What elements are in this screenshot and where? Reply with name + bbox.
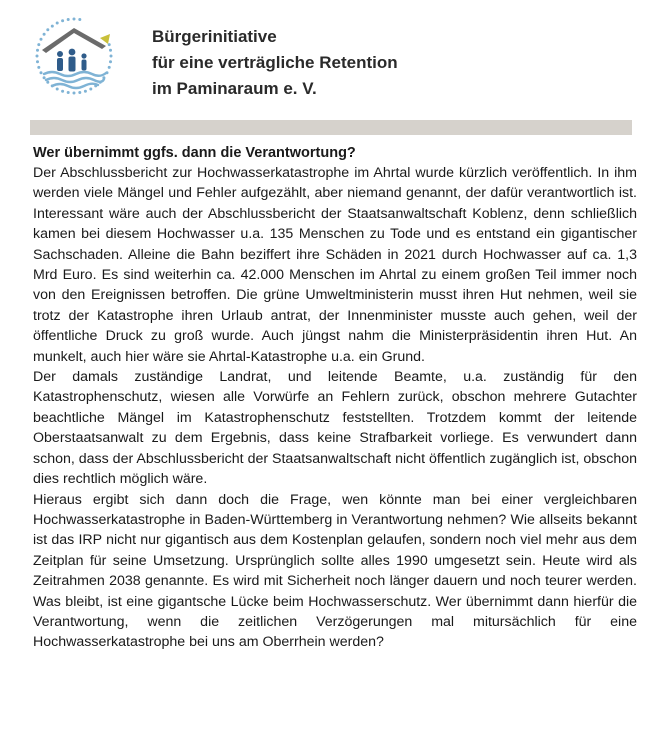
ring-dot [78, 91, 81, 94]
ring-dot [37, 43, 40, 46]
accent-mark [100, 34, 110, 44]
ring-dot [78, 18, 81, 21]
ring-dot [84, 90, 87, 93]
organization-name [152, 24, 398, 102]
header-divider-bar [30, 120, 632, 135]
ring-dot [67, 91, 70, 94]
ring-dot [37, 66, 40, 69]
ring-dot [109, 60, 112, 63]
ring-dot [46, 28, 49, 31]
ring-dot [73, 92, 76, 95]
roof-shape [42, 28, 106, 53]
ring-dot [40, 38, 43, 41]
ring-dot [61, 19, 64, 22]
ring-dot [108, 66, 111, 69]
article-paragraph: Hieraus ergibt sich dann doch die Frage, wen könnte man bei einer vergleichbaren Hochwasserkatastrophe in Baden-Württemberg in Verantwortung nehmen? Wie allseits bekannt ist das IRP nicht nur gigantisch aus dem Kostenplan gelaufen, sondern noch viel mehr aus dem Zeitplan für seine Umsetzung. Ursprünglich sollte alles 1990 umgesetzt sein. Heute wird als Zeitrahmen 2038 genannte. Es wird mit Sicherheit noch länger dauern und noch teurer werden. Was bleibt, ist eine gigantsche Lücke beim Hochwasserschutz. Wer übernimmt dann hierfür die Verantwortung, wenn die zeitlichen Verzögerungen mal mitursächlich für eine Hochwasserkatastrophe bei uns am Oberrhein werden? [33, 491, 637, 651]
article [33, 143, 637, 653]
ring-dot [73, 18, 76, 21]
org-name-line: im Paminaraum e. V. [152, 79, 317, 98]
org-name-line: Bürgerinitiative [152, 27, 277, 46]
article-heading: Wer übernimmt ggfs. dann die Verantwortung? [33, 145, 356, 161]
ring-dot [36, 55, 39, 58]
house-family-icon [30, 16, 120, 96]
ring-dot [43, 33, 46, 36]
ring-dot [43, 76, 46, 79]
organization-logo [30, 16, 120, 96]
org-name-line: für eine verträgliche Retention [152, 53, 398, 72]
ring-dot [40, 71, 43, 74]
ring-dot [109, 49, 112, 52]
ring-dot [36, 49, 39, 52]
ring-dot [110, 55, 113, 58]
ring-dot [67, 18, 70, 21]
ring-dot [46, 81, 49, 84]
ring-dot [51, 25, 54, 28]
article-paragraph: Der Abschlussbericht zur Hochwasserkatastrophe im Ahrtal wurde kürzlich veröffentlich. In ihm werden viele Mängel und Fehler aufgezählt, aber niemand genannt, der dafür verantwortlich ist. Interessant wäre auch der Abschlussbericht der Staatsanwaltschaft Koblenz, denn schließlich kamen bei diesem Hochwasser u.a. 135 Menschen zu Tode und es entstand ein gigantischer Sachschaden. Alleine die Bahn beziffert ihre Schäden in 2021 durch Hochwasser auf ca. 1,3 Mrd Euro. Es sind weiterhin ca. 42.000 Menschen im Ahrtal zu einem großen Teil immer noch von den Ereignissen betroffen. Die grüne Umweltministerin musst ihren Hut nehmen, weil sie trotz der Katastrophe ihren Urlaub antrat, der Innenminister musste auch gehen, weil der öffentliche Druck zu groß wurde. Auch jüngst nahm die Ministerpräsidentin ihren Hut. An munkelt, auch hier wäre sie Ahrtal-Katastrophe u.a. ein Grund. [33, 165, 637, 365]
ring-dot [56, 22, 59, 25]
ring-dot [61, 90, 64, 93]
ring-dot [36, 60, 39, 63]
ring-dot [108, 43, 111, 46]
article-paragraph: Der damals zuständige Landrat, und leitende Beamte, u.a. zuständig für den Katastrophenschutz, wiesen alle Vorwürfe an Fehlern zurück, obschon mehrere Gutachter beachtliche Mängel im Katastrophenschutz feststellten. Trotzdem kommt der leitende Oberstaatsanwalt zu dem Ergebnis, dass keine Strafbarkeit vorliege. Es verwundert dann schon, dass der Abschlussbericht der Staatsanwaltschaft nicht öffentlich zugänglich ist, obschon dies rechtlich möglich wäre. [33, 369, 637, 488]
water-waves [44, 72, 106, 88]
family-figures [57, 49, 87, 72]
ring-dot [56, 88, 59, 91]
ring-dot [89, 88, 92, 91]
